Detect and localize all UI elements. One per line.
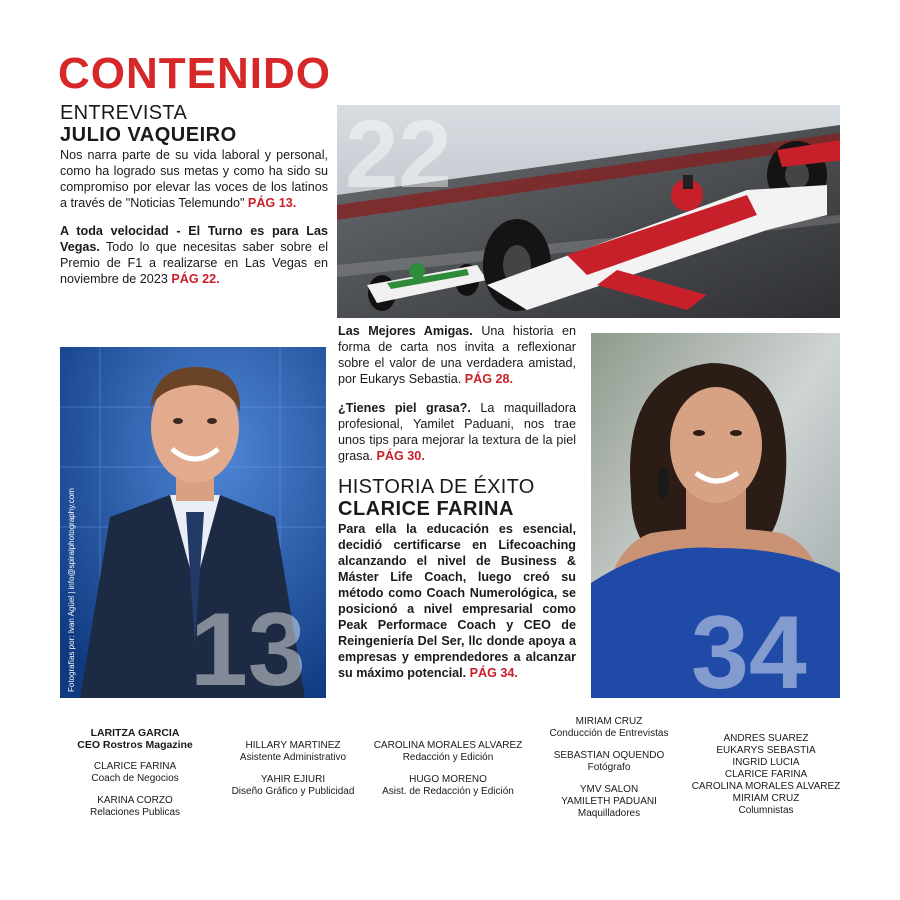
credit-role: Conducción de Entrevistas <box>549 728 669 739</box>
credit-role: Fotógrafo <box>587 762 631 773</box>
f1-text: Todo lo que necesitas saber sobre el Premio de F1 a realizarse en Las Vegas en noviembre de 2023 <box>60 240 328 286</box>
credit-role: Columnistas <box>738 805 794 816</box>
man-page-number: 13 <box>190 592 306 698</box>
woman-illustration <box>591 333 840 698</box>
success-block <box>338 477 576 681</box>
success-page-link[interactable]: PÁG 34. <box>469 666 518 680</box>
credit-role: Coach de Negocios <box>91 773 179 784</box>
credit-name: LARITZA GARCIA <box>90 727 180 739</box>
credit-name: ANDRES SUAREZ <box>723 733 809 744</box>
success-name: CLARICE FARINA <box>338 498 514 520</box>
f1-item <box>60 223 328 287</box>
credit-entry <box>368 740 528 764</box>
skin-item <box>338 400 576 464</box>
interview-block <box>60 103 328 287</box>
credit-role: CEO Rostros Magazine <box>77 739 193 751</box>
credit-entry <box>368 774 528 798</box>
credit-name: HILLARY MARTINEZ <box>245 740 341 751</box>
credit-entry <box>60 761 210 785</box>
credit-role: Maquilladores <box>577 808 641 819</box>
interview-text <box>60 147 328 211</box>
woman-page-number: 34 <box>691 595 807 698</box>
credits-col-1 <box>60 727 210 819</box>
f1-title: A toda velocidad - El Turno es para Las Vegas. <box>60 224 328 254</box>
credits-col-5 <box>688 733 844 817</box>
f1-page-link[interactable]: PÁG 22. <box>171 272 220 286</box>
man-illustration <box>60 347 326 698</box>
credit-role: Redacción y Edición <box>402 752 494 763</box>
skin-title: ¿Tienes piel grasa?. <box>338 401 471 415</box>
credit-name: MIRIAM CRUZ <box>575 716 643 727</box>
success-summary: Para ella la educación es esencial, decidió certificarse en Lifecoaching alcanzando el nivel de Business & Máster Life Coach, luego creó su método como Coach Numerológica, se posicionó a nivel empresarial como Peak Performace Coach y CEO de Reingeniería Del Ser, llc donde apoya a empresas y emprendedores a alcanzar su máximo potencial. <box>338 522 576 680</box>
credit-name: KARINA CORZO <box>97 795 173 806</box>
success-kicker: HISTORIA DE ÉXITO <box>338 476 535 498</box>
skin-page-link[interactable]: PÁG 30. <box>376 449 425 463</box>
credit-name: CLARICE FARINA <box>93 761 177 772</box>
photo-credit: Fotografías por: Ivan Agüel | info@spiralphotography.com <box>67 488 76 692</box>
credit-name: YAHIR EJIURI <box>260 774 326 785</box>
skin-text: La maquilladora profesional, Yamilet Paduani, nos trae unos tips para mejorar la textura de la piel grasa. <box>338 401 577 463</box>
middle-column <box>338 323 576 681</box>
race-car-illustration <box>337 105 840 318</box>
credit-name: CAROLINA MORALES ALVAREZ <box>691 781 841 792</box>
credit-name: SEBASTIAN OQUENDO <box>553 750 665 761</box>
friends-item <box>338 323 576 387</box>
credit-entry <box>534 716 684 740</box>
credit-role: Asist. de Redacción y Edición <box>382 786 514 797</box>
friends-page-link[interactable]: PÁG 28. <box>464 372 513 386</box>
credit-name: MIRIAM CRUZ <box>732 793 800 804</box>
friends-title: Las Mejores Amigas. <box>338 324 473 338</box>
credit-entry <box>218 740 368 764</box>
credit-role: Relaciones Publicas <box>89 807 181 818</box>
credit-role: Diseño Gráfico y Publicidad <box>231 786 355 797</box>
credits-col-4 <box>534 716 684 820</box>
interview-kicker: ENTREVISTA <box>60 102 188 124</box>
interview-summary: Nos narra parte de su vida laboral y personal, como ha logrado sus metas y como ha sido su compromiso por elevar las voces de los latinos a través de "Noticias Telemundo" <box>60 148 328 210</box>
success-photo <box>591 333 840 698</box>
interview-name: JULIO VAQUEIRO <box>60 124 237 146</box>
credit-entry <box>534 750 684 774</box>
interviewee-photo <box>60 347 326 698</box>
credit-entry <box>60 795 210 819</box>
credit-entry <box>60 727 210 751</box>
credit-entry <box>218 774 368 798</box>
credits-col-2 <box>218 740 368 798</box>
interview-page-link[interactable]: PÁG 13. <box>247 196 297 210</box>
credit-name: HUGO MORENO <box>409 774 487 785</box>
credit-role: Asistente Administrativo <box>239 752 347 763</box>
car-page-number: 22 <box>345 105 452 208</box>
credit-name: EUKARYS SEBASTIA <box>716 745 816 756</box>
credit-name: CLARICE FARINA <box>724 769 808 780</box>
friends-text: Una historia en forma de carta nos invita a reflexionar sobre el valor de una verdadera amistad, por Eukarys Sebastia. <box>338 324 577 386</box>
credit-name: INGRID LUCIA <box>732 757 800 768</box>
page-title: CONTENIDO <box>58 49 331 98</box>
credit-name: CAROLINA MORALES ALVAREZ <box>373 740 523 751</box>
credit-entry <box>534 784 684 820</box>
credits-col-3 <box>368 740 528 798</box>
success-text <box>338 521 576 681</box>
race-car-photo <box>337 105 840 318</box>
credit-name: YMV SALON YAMILETH PADUANI <box>561 784 657 807</box>
